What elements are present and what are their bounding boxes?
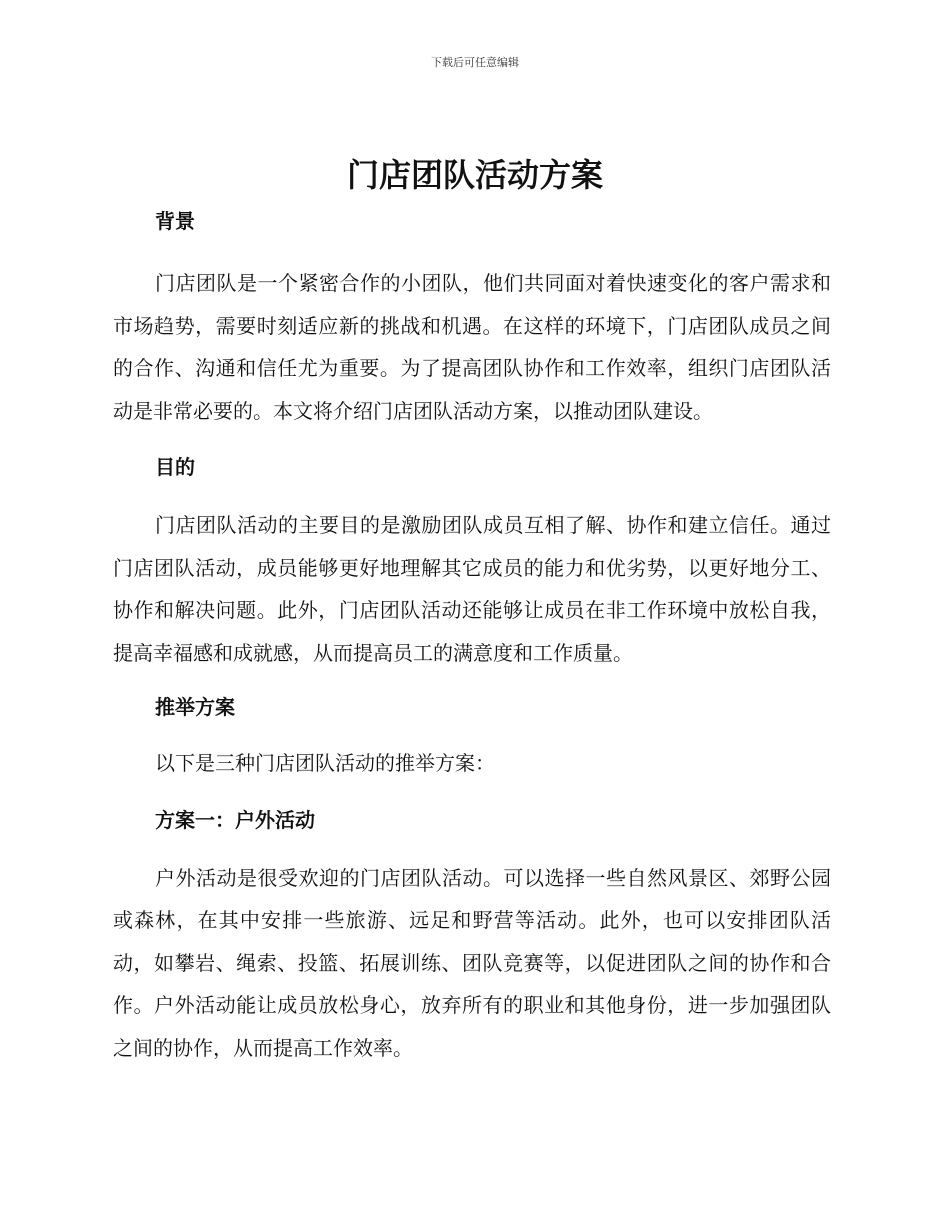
option1-heading: 方案一：户外活动 bbox=[155, 807, 315, 832]
background-heading: 背景 bbox=[155, 209, 195, 233]
goal-paragraph: 门店团队活动的主要目的是激励团队成员互相了解、协作和建立信任。通过门店团队活动，成员能够更好地理解其它成员的能力和优劣势，以更好地分工、协作和解决问题。此外，门店团队活动还能够让成员在非工作环境中放松自我，提高幸福感和成就感，从而提高员工的满意度和工作质量。 bbox=[113, 513, 831, 665]
background-paragraph: 门店团队是一个紧密合作的小团队，他们共同面对着快速变化的客户需求和市场趋势，需要时刻适应新的挑战和机遇。在这样的环境下，门店团队成员之间的合作、沟通和信任尤为重要。为了提高团队协作和工作效率，组织门店团队活动是非常必要的。本文将介绍门店团队活动方案，以推动团队建设。 bbox=[113, 271, 831, 423]
goal-heading: 目的 bbox=[155, 455, 195, 479]
plan-heading: 推举方案 bbox=[155, 695, 235, 719]
header-note: 下载后可任意编辑 bbox=[431, 56, 519, 69]
document-title: 门店团队活动方案 bbox=[346, 156, 603, 194]
document-body bbox=[113, 204, 831, 1069]
option1-paragraph: 户外活动是很受欢迎的门店团队活动。可以选择一些自然风景区、郊野公园或森林，在其中安排一些旅游、远足和野营等活动。此外，也可以安排团队活动，如攀岩、绳索、投篮、拓展训练、团队竞赛等，以促进团队之间的协作和合作。户外活动能让成员放松身心，放弃所有的职业和其他身份，进一步加强团队之间的协作，从而提高工作效率。 bbox=[113, 865, 831, 1060]
plan-paragraph: 以下是三种门店团队活动的推举方案： bbox=[155, 751, 495, 775]
